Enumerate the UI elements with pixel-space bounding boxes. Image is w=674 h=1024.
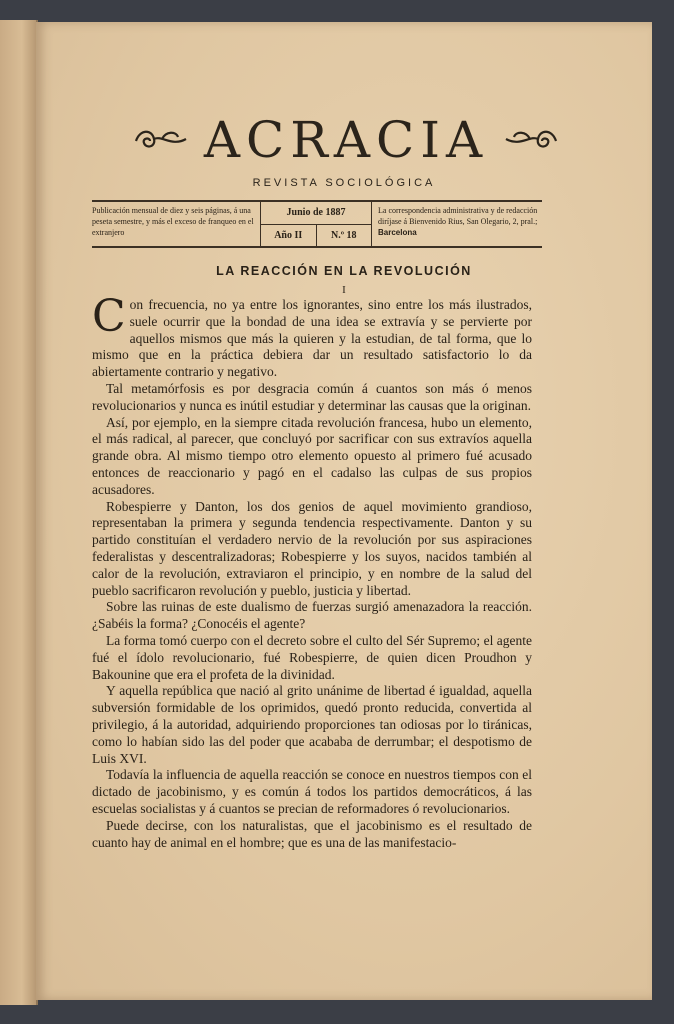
correspondence-info (372, 202, 542, 246)
correspondence-text: La correspondencia administrativa y de redacción diríjase á Bienvenido Rius, San Olegario, 2, pral.; (378, 206, 538, 226)
paragraph: Tal metamórfosis es por desgracia común á cuantos son más ó menos revolucionarios y nunca es inútil estudiar y determinar las causas que la originan. (92, 380, 532, 413)
masthead (96, 112, 596, 168)
section-number: I (342, 284, 346, 296)
paragraph: Robespierre y Danton, los dos genios de aquel movimiento grandioso, representaban la primera y segunda tendencia respectivamente. Danton y su partido constituían el verdadero nervio de la revolución por sus aspiraciones federalistas y descentralizadoras; Robespierre y los suyos, nacidos también al calor de la revolución, extraviaron el principio, y en nombre de la salud del pueblo sacrificaron revolución y pueblo, justicia y libertad. (92, 498, 532, 598)
issue-number: N.º 18 (330, 229, 357, 241)
issue-date: Junio de 1887 (261, 202, 371, 225)
left-ornament-icon (132, 125, 190, 155)
right-ornament-icon (502, 125, 560, 155)
issue-info (260, 202, 372, 246)
paragraph: Sobre las ruinas de este dualismo de fuerzas surgió amenazadora la reacción. ¿Sabéis la forma? ¿Conocéis el agente? (92, 599, 532, 632)
journal-page (36, 22, 652, 1000)
paragraph: Con frecuencia, no ya entre los ignorantes, sino entre los más ilustrados, suele ocurrir que la bondad de una idea se extravía y se pervierte por aquellos mismos que más la quieren y la estudian, de tal forma, que lo mismo que en la práctica debiera dar un resultado satisfactorio lo da abiertamente contrario y negativo. (92, 291, 532, 380)
info-bar (92, 200, 542, 248)
subscription-info: Publicación mensual de diez y seis páginas, á una peseta semestre, y más el exceso de franqueo en el extranjero (92, 206, 254, 237)
paragraph: La forma tomó cuerpo con el decreto sobre el culto del Sér Supremo; el agente fué el ídolo revolucionario, fué Robespierre, de quien dicen Proudhon y Bakounine que era el profeta de la divinidad. (92, 632, 532, 682)
journal-title: ACRACIA (203, 111, 489, 169)
journal-subtitle: REVISTA SOCIOLÓGICA (252, 177, 436, 189)
correspondence-city: Barcelona (378, 228, 417, 237)
paragraph: Y aquella república que nació al grito unánime de libertad é igualdad, aquella subversión formidable de los oprimidos, quedó pronto reducida, convertida al privilegio, á la autoridad, adquiriendo proporciones tan odiosas por lo tiránicas, como lo habían sido las del poder que acababa de derrumbar; el despotismo de Luis XVI. (92, 683, 532, 766)
paragraph: Todavía la influencia de aquella reacción se conoce en nuestros tiempos con el dictado de jacobinismo, y es común á todos los partidos democráticos, á las escuelas socialistas y á cuantos se precian de reformadores ó revolucionarios. (92, 767, 532, 816)
left-page-edge (0, 20, 38, 1005)
paragraph: Puede decirse, con los naturalistas, que el jacobinismo es el resultado de cuanto hay de animal en el hombre; que es una de las manifestacio- (92, 817, 532, 850)
issue-numbers (261, 225, 371, 247)
drop-cap: C (92, 291, 126, 342)
paragraph: Así, por ejemplo, en la siempre citada revolución francesa, hubo un elemento, el más radical, al parecer, que concluyó por sacrificar con sus extravíos aquella grande obra. Al mismo tiempo otro elemento opuesto al primero fué acusado entonces de reaccionario y pagó en el cadalso las culpas de sus propios acusadores. (92, 414, 532, 497)
article-title: LA REACCIÓN EN LA REVOLUCIÓN (216, 264, 472, 278)
issue-year: Año II (261, 225, 317, 247)
article-body (92, 291, 532, 851)
